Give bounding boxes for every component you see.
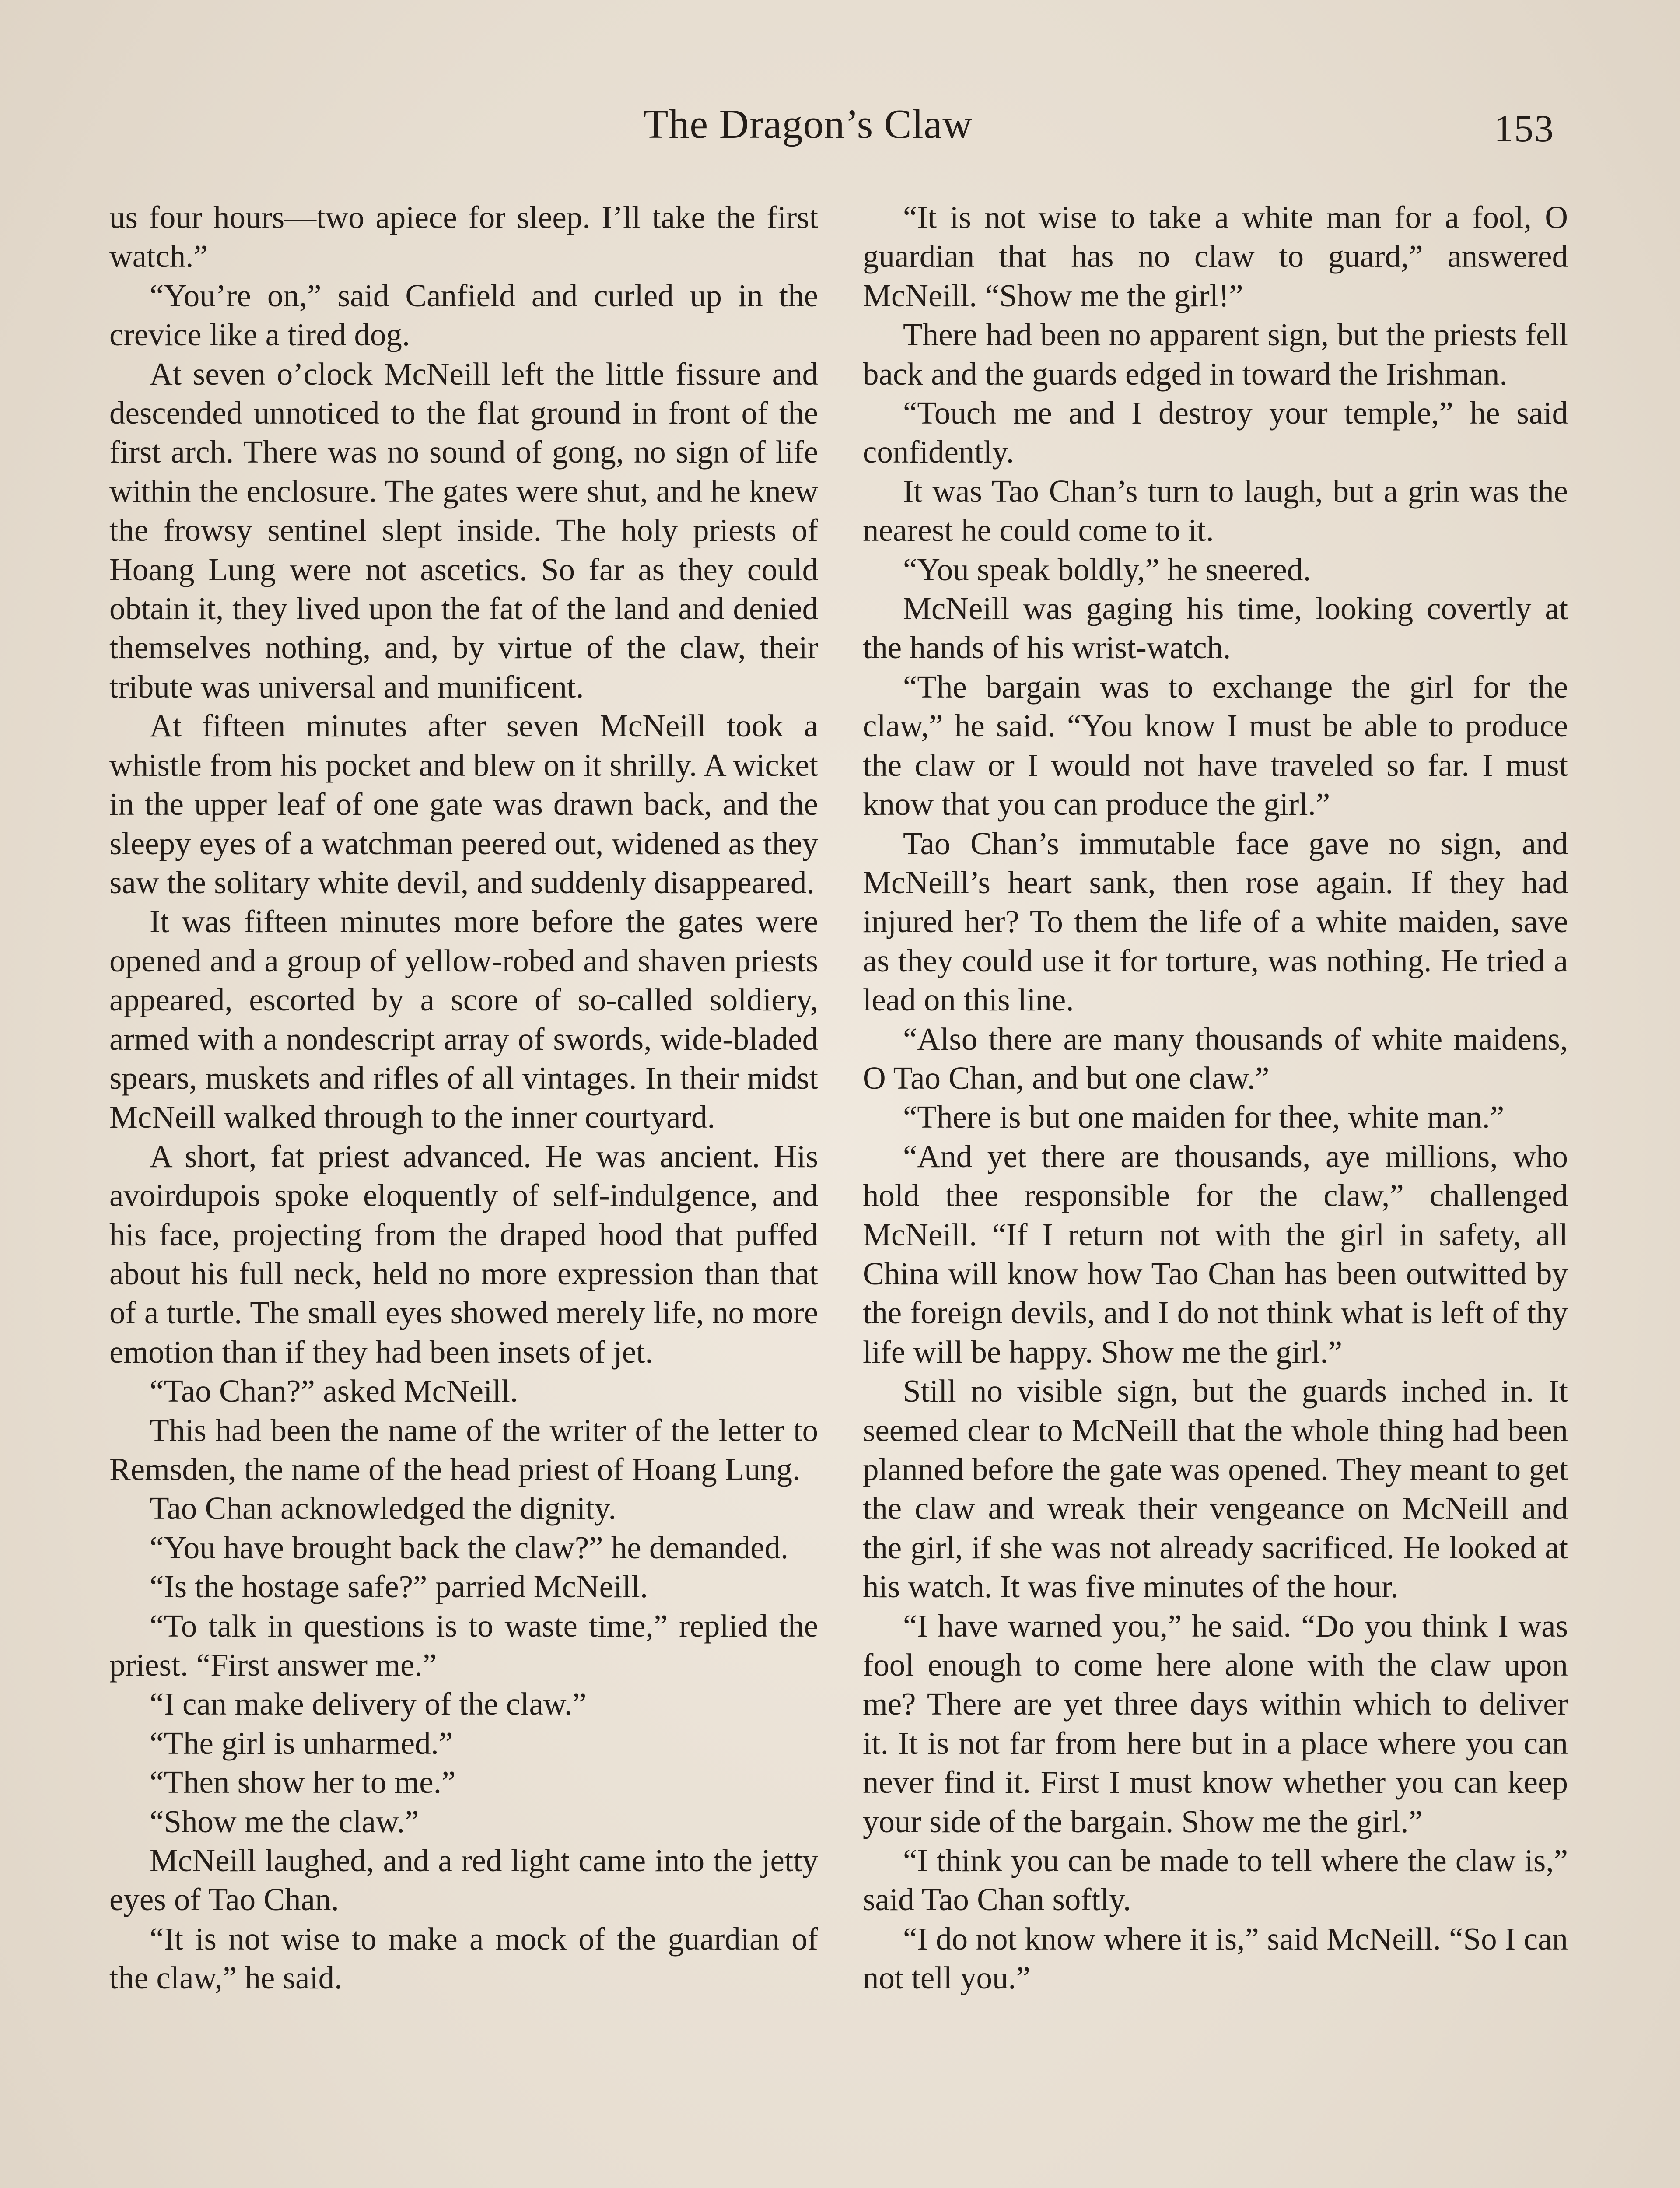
paragraph: Tao Chan’s immutable face gave no sign, and McNeill’s heart sank, then rose again. If they had injured her? To them the life of a white maiden, save as they could use it for torture, was nothing. He tried a lead on this line. [863,825,1568,1018]
paragraph: McNeill laughed, and a red light came into the jetty eyes of Tao Chan. [109,1843,818,1918]
paragraph: “It is not wise to make a mock of the guardian of the claw,” he said. [109,1921,818,1996]
page-number: 153 [1494,108,1554,150]
paragraph: At seven o’clock McNeill left the little fissure and descended unnoticed to the flat ground in front of the first arch. There was no sound of gong, no sign of life within the enclosure. The gates were shut, and he knew the frowsy sentinel slept inside. The holy priests of Hoang Lung were not ascetics. So far as they could obtain it, they lived upon the fat of the land and denied themselves nothing, and, by virtue of the claw, their tribute was universal and munificent. [109,356,818,705]
paragraph: At fifteen minutes after seven McNeill took a whistle from his pocket and blew on it shrilly. A wicket in the upper leaf of one gate was drawn back, and the sleepy eyes of a watchman peered out, widened as they saw the solitary white devil, and suddenly disappeared. [109,708,818,900]
paragraph: There had been no apparent sign, but the priests fell back and the guards edged in toward the Irishman. [863,317,1568,392]
paragraph: A short, fat priest advanced. He was ancient. His avoirdupois spoke eloquently of self-indulgence, and his face, projecting from the draped hood that puffed about his full neck, held no more expression than that of a turtle. The small eyes showed merely life, no more emotion than if they had been insets of jet. [109,1138,818,1370]
paragraph: “Touch me and I destroy your temple,” he said confidently. [863,395,1568,470]
paragraph: Tao Chan acknowledged the dignity. [150,1490,616,1526]
paragraph: “I do not know where it is,” said McNeill. “So I can not tell you.” [863,1921,1568,1996]
paragraph: “Show me the claw.” [150,1803,419,1839]
paragraph: Still no visible sign, but the guards inched in. It seemed clear to McNeill that the whole thing had been planned before the gate was opened. They meant to get the claw and wreak their vengeance on McNeill and the girl, if she was not already sacrificed. He looked at his watch. It was five minutes of the hour. [863,1373,1568,1605]
right-column [863,198,1568,1998]
paragraph: “Also there are many thousands of white maidens, O Tao Chan, and but one claw.” [863,1021,1568,1096]
paragraph: “You speak boldly,” he sneered. [903,551,1311,587]
paragraph: “Then show her to me.” [150,1764,456,1800]
paragraph: It was Tao Chan’s turn to laugh, but a grin was the nearest he could come to it. [863,473,1568,548]
paragraph: “And yet there are thousands, aye millions, who hold thee responsible for the claw,” challenged McNeill. “If I return not with the girl in safety, all China will know how Tao Chan has been outwitted by the foreign devils, and I do not think what is left of thy life will be happy. Show me the girl.” [863,1138,1568,1370]
paragraph: “Is the hostage safe?” parried McNeill. [150,1569,648,1605]
running-title: The Dragon’s Claw [643,102,973,147]
paragraph: It was fifteen minutes more before the gates were opened and a group of yellow-robed and shaven priests appeared, escorted by a score of so-called soldiery, armed with a nondescript array of swords, wide-bladed spears, muskets and rifles of all vintages. In their midst McNeill walked through to the inner courtyard. [109,904,818,1135]
paragraph: “There is but one maiden for thee, white man.” [903,1099,1505,1135]
paragraph: “To talk in questions is to waste time,” replied the priest. “First answer me.” [109,1608,818,1683]
paragraph: “I think you can be made to tell where the claw is,” said Tao Chan softly. [863,1843,1568,1918]
paragraph: “The bargain was to exchange the girl for the claw,” he said. “You know I must be able to produce the claw or I would not have traveled so far. I must know that you can produce the girl.” [863,669,1568,822]
paragraph: “You’re on,” said Canfield and curled up in the crevice like a tired dog. [109,277,818,353]
paragraph: “It is not wise to take a white man for a fool, O guardian that has no claw to guard,” answered McNeill. “Show me the girl!” [863,200,1568,313]
paragraph: “The girl is unharmed.” [150,1725,453,1761]
paragraph: This had been the name of the writer of the letter to Remsden, the name of the head priest of Hoang Lung. [109,1412,818,1487]
paragraph: “You have brought back the claw?” he demanded. [150,1529,789,1565]
paragraph: “Tao Chan?” asked McNeill. [150,1373,518,1409]
paragraph: McNeill was gaging his time, looking covertly at the hands of his wrist-watch. [863,591,1568,666]
running-head [0,101,1680,162]
left-column [109,198,818,1998]
paragraph: us four hours—two apiece for sleep. I’ll take the first watch.” [109,200,818,274]
paragraph: “I have warned you,” he said. “Do you think I was fool enough to come here alone with the claw upon me? There are yet three days within which to deliver it. It is not far from here but in a place where you can never find it. First I must know whether you can keep your side of the bargain. Show me the girl.” [863,1608,1568,1839]
paragraph: “I can make delivery of the claw.” [150,1686,587,1722]
